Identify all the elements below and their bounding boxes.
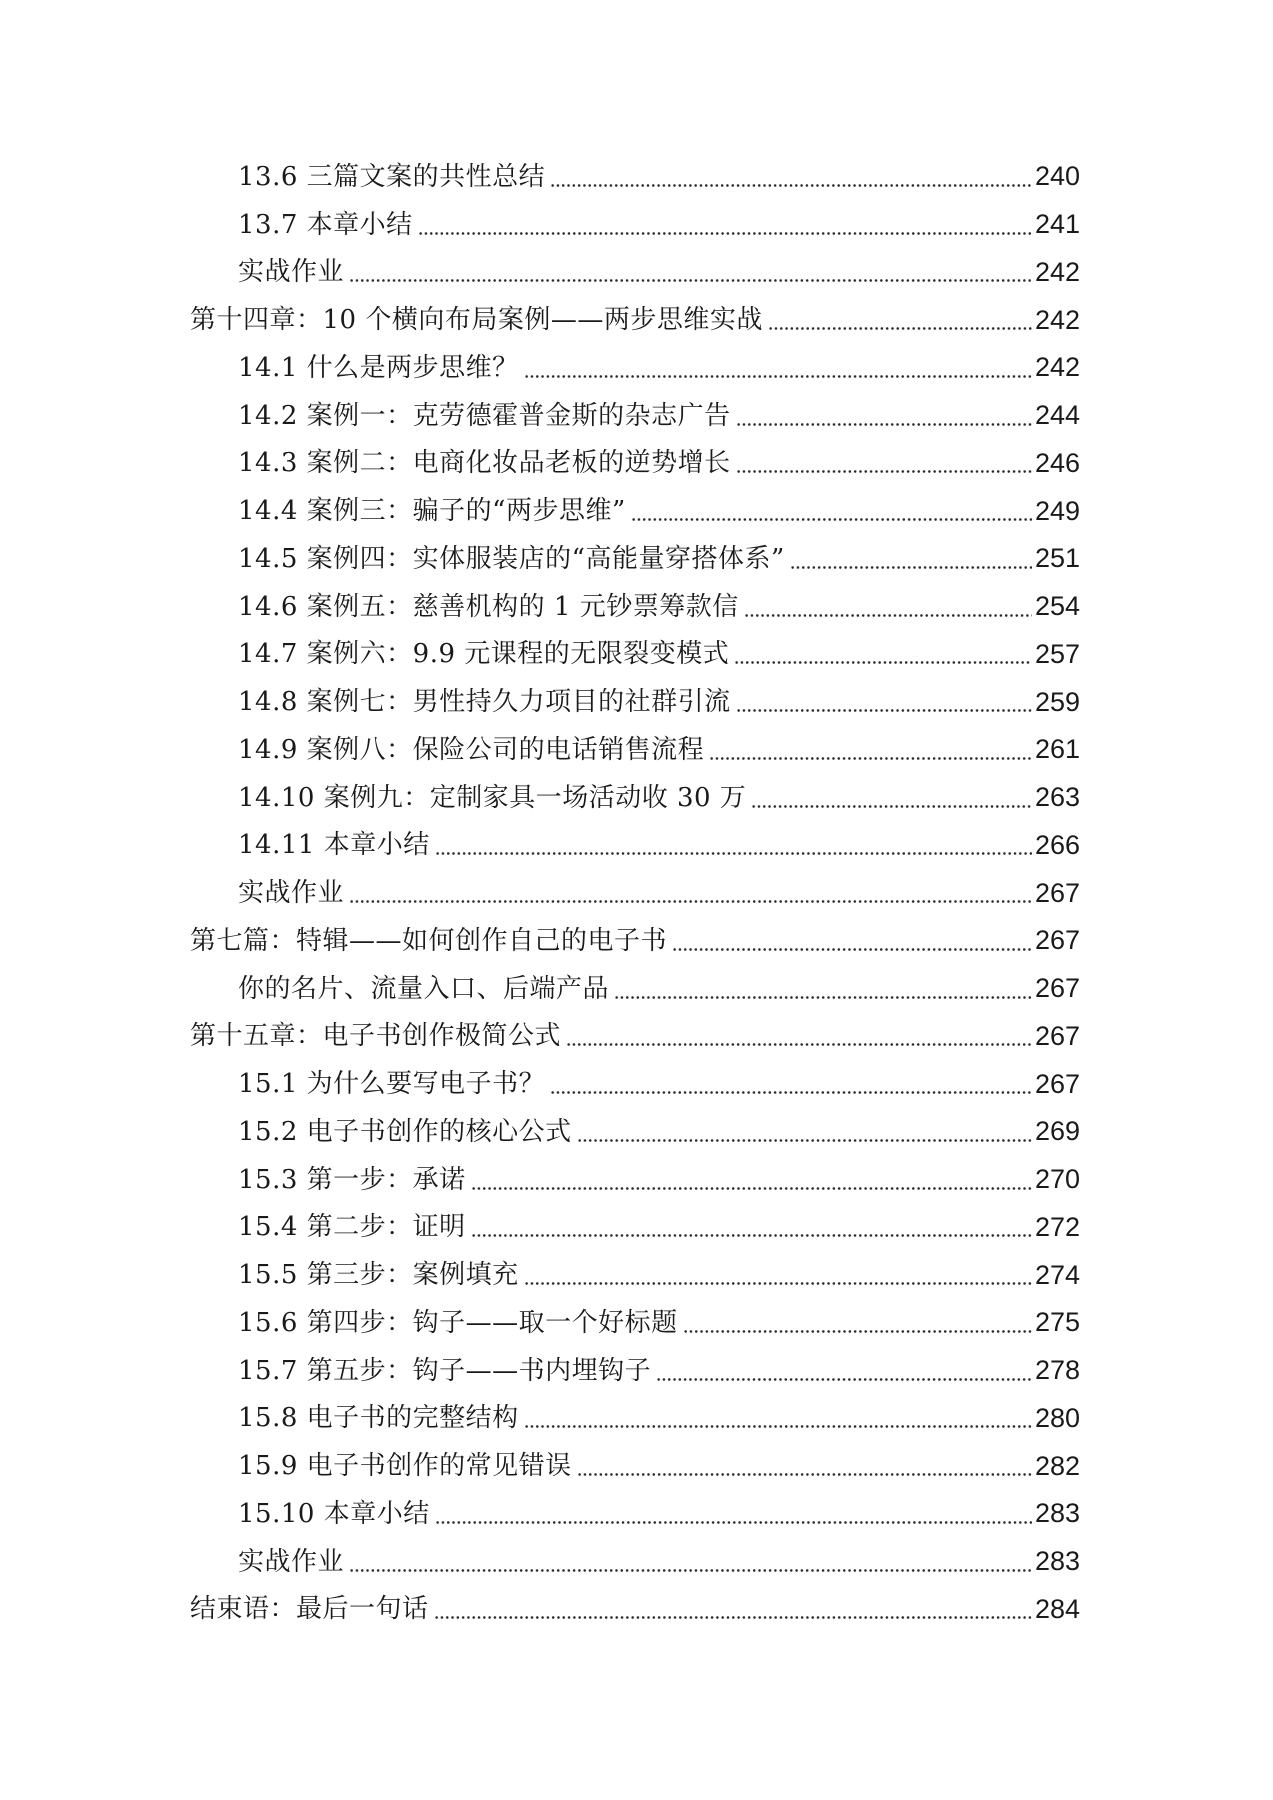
dot-leader <box>418 212 1032 238</box>
dot-leader <box>736 450 1032 476</box>
toc-section-entry <box>190 153 1080 201</box>
dot-leader <box>434 1596 1032 1622</box>
dot-leader <box>435 832 1032 858</box>
toc-entry-title: 14.9 案例八：保险公司的电话销售流程 <box>238 734 705 765</box>
toc-section-entry <box>190 678 1080 726</box>
dot-leader <box>550 164 1032 190</box>
toc-entry-page-number: 278 <box>1034 1355 1080 1386</box>
toc-entry-title: 15.1 为什么要写电子书？ <box>238 1069 546 1100</box>
toc-entry-page-number: 246 <box>1034 447 1080 478</box>
dot-leader <box>471 1167 1032 1193</box>
toc-entry-title: 15.6 第四步：钩子——取一个好标题 <box>238 1307 678 1338</box>
dot-leader <box>349 880 1032 906</box>
toc-section-entry <box>190 822 1080 870</box>
toc-section-entry <box>190 1204 1080 1252</box>
dot-leader <box>790 546 1032 572</box>
toc-entry-page-number: 240 <box>1034 161 1080 192</box>
toc-entry-page-number: 242 <box>1034 256 1080 287</box>
toc-entry-page-number: 283 <box>1034 1498 1080 1529</box>
toc-entry-title: 实战作业 <box>238 1546 345 1577</box>
toc-entry-title: 14.4 案例三：骗子的“两步思维” <box>238 496 626 527</box>
toc-section-entry <box>190 726 1080 774</box>
toc-section-entry <box>190 583 1080 631</box>
toc-section-entry <box>190 774 1080 822</box>
toc-entry-title: 14.3 案例二：电商化妆品老板的逆势增长 <box>238 448 731 479</box>
dot-leader <box>577 1119 1032 1145</box>
toc-entry-title: 14.10 案例九：定制家具一场活动收 30 万 <box>238 782 747 813</box>
toc-entry-title: 14.5 案例四：实体服装店的“高能量穿搭体系” <box>238 543 785 574</box>
dot-leader <box>751 785 1032 811</box>
toc-entry-title: 15.7 第五步：钩子——书内埋钩子 <box>238 1355 652 1386</box>
toc-entry-page-number: 270 <box>1034 1164 1080 1195</box>
toc-entry-title: 14.2 案例一：克劳德霍普金斯的杂志广告 <box>238 400 731 431</box>
toc-chapter-entry <box>190 917 1080 965</box>
dot-leader <box>734 641 1032 667</box>
dot-leader <box>524 355 1032 381</box>
toc-entry-title: 15.4 第二步：证明 <box>238 1212 466 1243</box>
toc-section-entry <box>190 1538 1080 1586</box>
toc-section-entry <box>190 869 1080 917</box>
dot-leader <box>524 1405 1032 1431</box>
toc-entry-page-number: 267 <box>1034 1068 1080 1099</box>
toc-entry-title: 13.6 三篇文案的共性总结 <box>238 161 546 192</box>
toc-chapter-entry <box>190 296 1080 344</box>
toc-entry-page-number: 284 <box>1034 1593 1080 1624</box>
toc-entry-page-number: 254 <box>1034 591 1080 622</box>
toc-chapter-entry <box>190 1586 1080 1634</box>
dot-leader <box>768 307 1032 333</box>
dot-leader <box>614 976 1032 1002</box>
toc-section-entry <box>190 392 1080 440</box>
toc-section-entry <box>190 1060 1080 1108</box>
toc-section-entry <box>190 1490 1080 1538</box>
dot-leader <box>349 1549 1032 1575</box>
toc-entry-page-number: 244 <box>1034 400 1080 431</box>
toc-section-entry <box>190 535 1080 583</box>
toc-section-entry <box>190 344 1080 392</box>
toc-entry-title: 第七篇：特辑——如何创作自己的电子书 <box>190 925 668 956</box>
toc-section-entry <box>190 1395 1080 1443</box>
toc-entry-title: 你的名片、流量入口、后端产品 <box>238 973 610 1004</box>
toc-entry-title: 14.7 案例六：9.9 元课程的无限裂变模式 <box>238 639 730 670</box>
toc-entry-page-number: 267 <box>1034 1020 1080 1051</box>
toc-section-entry <box>190 201 1080 249</box>
toc-entry-title: 15.2 电子书创作的核心公式 <box>238 1116 572 1147</box>
dot-leader <box>736 689 1032 715</box>
toc-entry-title: 15.3 第一步：承诺 <box>238 1164 466 1195</box>
toc-entry-title: 第十四章：10 个横向布局案例——两步思维实战 <box>190 305 763 336</box>
toc-entry-page-number: 267 <box>1034 973 1080 1004</box>
toc-entry-title: 14.1 什么是两步思维？ <box>238 352 519 383</box>
dot-leader <box>566 1023 1032 1049</box>
toc-entry-title: 15.8 电子书的完整结构 <box>238 1403 519 1434</box>
toc-entry-page-number: 261 <box>1034 734 1080 765</box>
toc-entry-page-number: 251 <box>1034 543 1080 574</box>
toc-entry-page-number: 283 <box>1034 1546 1080 1577</box>
dot-leader <box>656 1358 1032 1384</box>
toc-entry-page-number: 280 <box>1034 1402 1080 1433</box>
toc-entry-title: 14.6 案例五：慈善机构的 1 元钞票筹款信 <box>238 591 739 622</box>
toc-entry-page-number: 272 <box>1034 1211 1080 1242</box>
toc-entry-title: 实战作业 <box>238 257 345 288</box>
toc-entry-title: 13.7 本章小结 <box>238 209 413 240</box>
dot-leader <box>577 1453 1032 1479</box>
toc-entry-title: 14.11 本章小结 <box>238 830 430 861</box>
dot-leader <box>631 498 1032 524</box>
dot-leader <box>683 1310 1032 1336</box>
toc-section-entry <box>190 1347 1080 1395</box>
toc-entry-page-number: 249 <box>1034 495 1080 526</box>
toc-section-entry <box>190 440 1080 488</box>
toc-entry-title: 15.5 第三步：案例填充 <box>238 1260 519 1291</box>
toc-entry-page-number: 266 <box>1034 829 1080 860</box>
toc-entry-title: 15.10 本章小结 <box>238 1498 430 1529</box>
toc-section-entry <box>190 1108 1080 1156</box>
toc-section-entry <box>190 1251 1080 1299</box>
toc-section-entry <box>190 965 1080 1013</box>
toc-entry-page-number: 242 <box>1034 304 1080 335</box>
toc-entry-page-number: 241 <box>1034 209 1080 240</box>
toc-section-entry <box>190 1156 1080 1204</box>
toc-section-entry <box>190 1299 1080 1347</box>
toc-entry-page-number: 282 <box>1034 1450 1080 1481</box>
toc-entry-page-number: 274 <box>1034 1259 1080 1290</box>
toc-entry-title: 14.8 案例七：男性持久力项目的社群引流 <box>238 687 731 718</box>
toc-entry-page-number: 263 <box>1034 782 1080 813</box>
toc-entry-page-number: 259 <box>1034 686 1080 717</box>
dot-leader <box>550 1071 1032 1097</box>
toc-entry-title: 结束语：最后一句话 <box>190 1594 429 1625</box>
table-of-contents <box>190 153 1080 1633</box>
toc-section-entry <box>190 1442 1080 1490</box>
toc-section-entry <box>190 249 1080 297</box>
toc-section-entry <box>190 487 1080 535</box>
toc-entry-page-number: 267 <box>1034 925 1080 956</box>
toc-entry-page-number: 242 <box>1034 352 1080 383</box>
dot-leader <box>672 928 1032 954</box>
dot-leader <box>349 259 1032 285</box>
toc-entry-page-number: 257 <box>1034 638 1080 669</box>
toc-entry-page-number: 269 <box>1034 1116 1080 1147</box>
dot-leader <box>744 594 1032 620</box>
toc-entry-title: 15.9 电子书创作的常见错误 <box>238 1451 572 1482</box>
toc-section-entry <box>190 631 1080 679</box>
dot-leader <box>709 737 1032 763</box>
toc-entry-title: 第十五章：电子书创作极简公式 <box>190 1021 562 1052</box>
dot-leader <box>471 1214 1032 1240</box>
toc-entry-page-number: 275 <box>1034 1307 1080 1338</box>
dot-leader <box>736 403 1032 429</box>
toc-entry-title: 实战作业 <box>238 878 345 909</box>
dot-leader <box>524 1262 1032 1288</box>
toc-chapter-entry <box>190 1013 1080 1061</box>
dot-leader <box>435 1501 1032 1527</box>
toc-entry-page-number: 267 <box>1034 877 1080 908</box>
